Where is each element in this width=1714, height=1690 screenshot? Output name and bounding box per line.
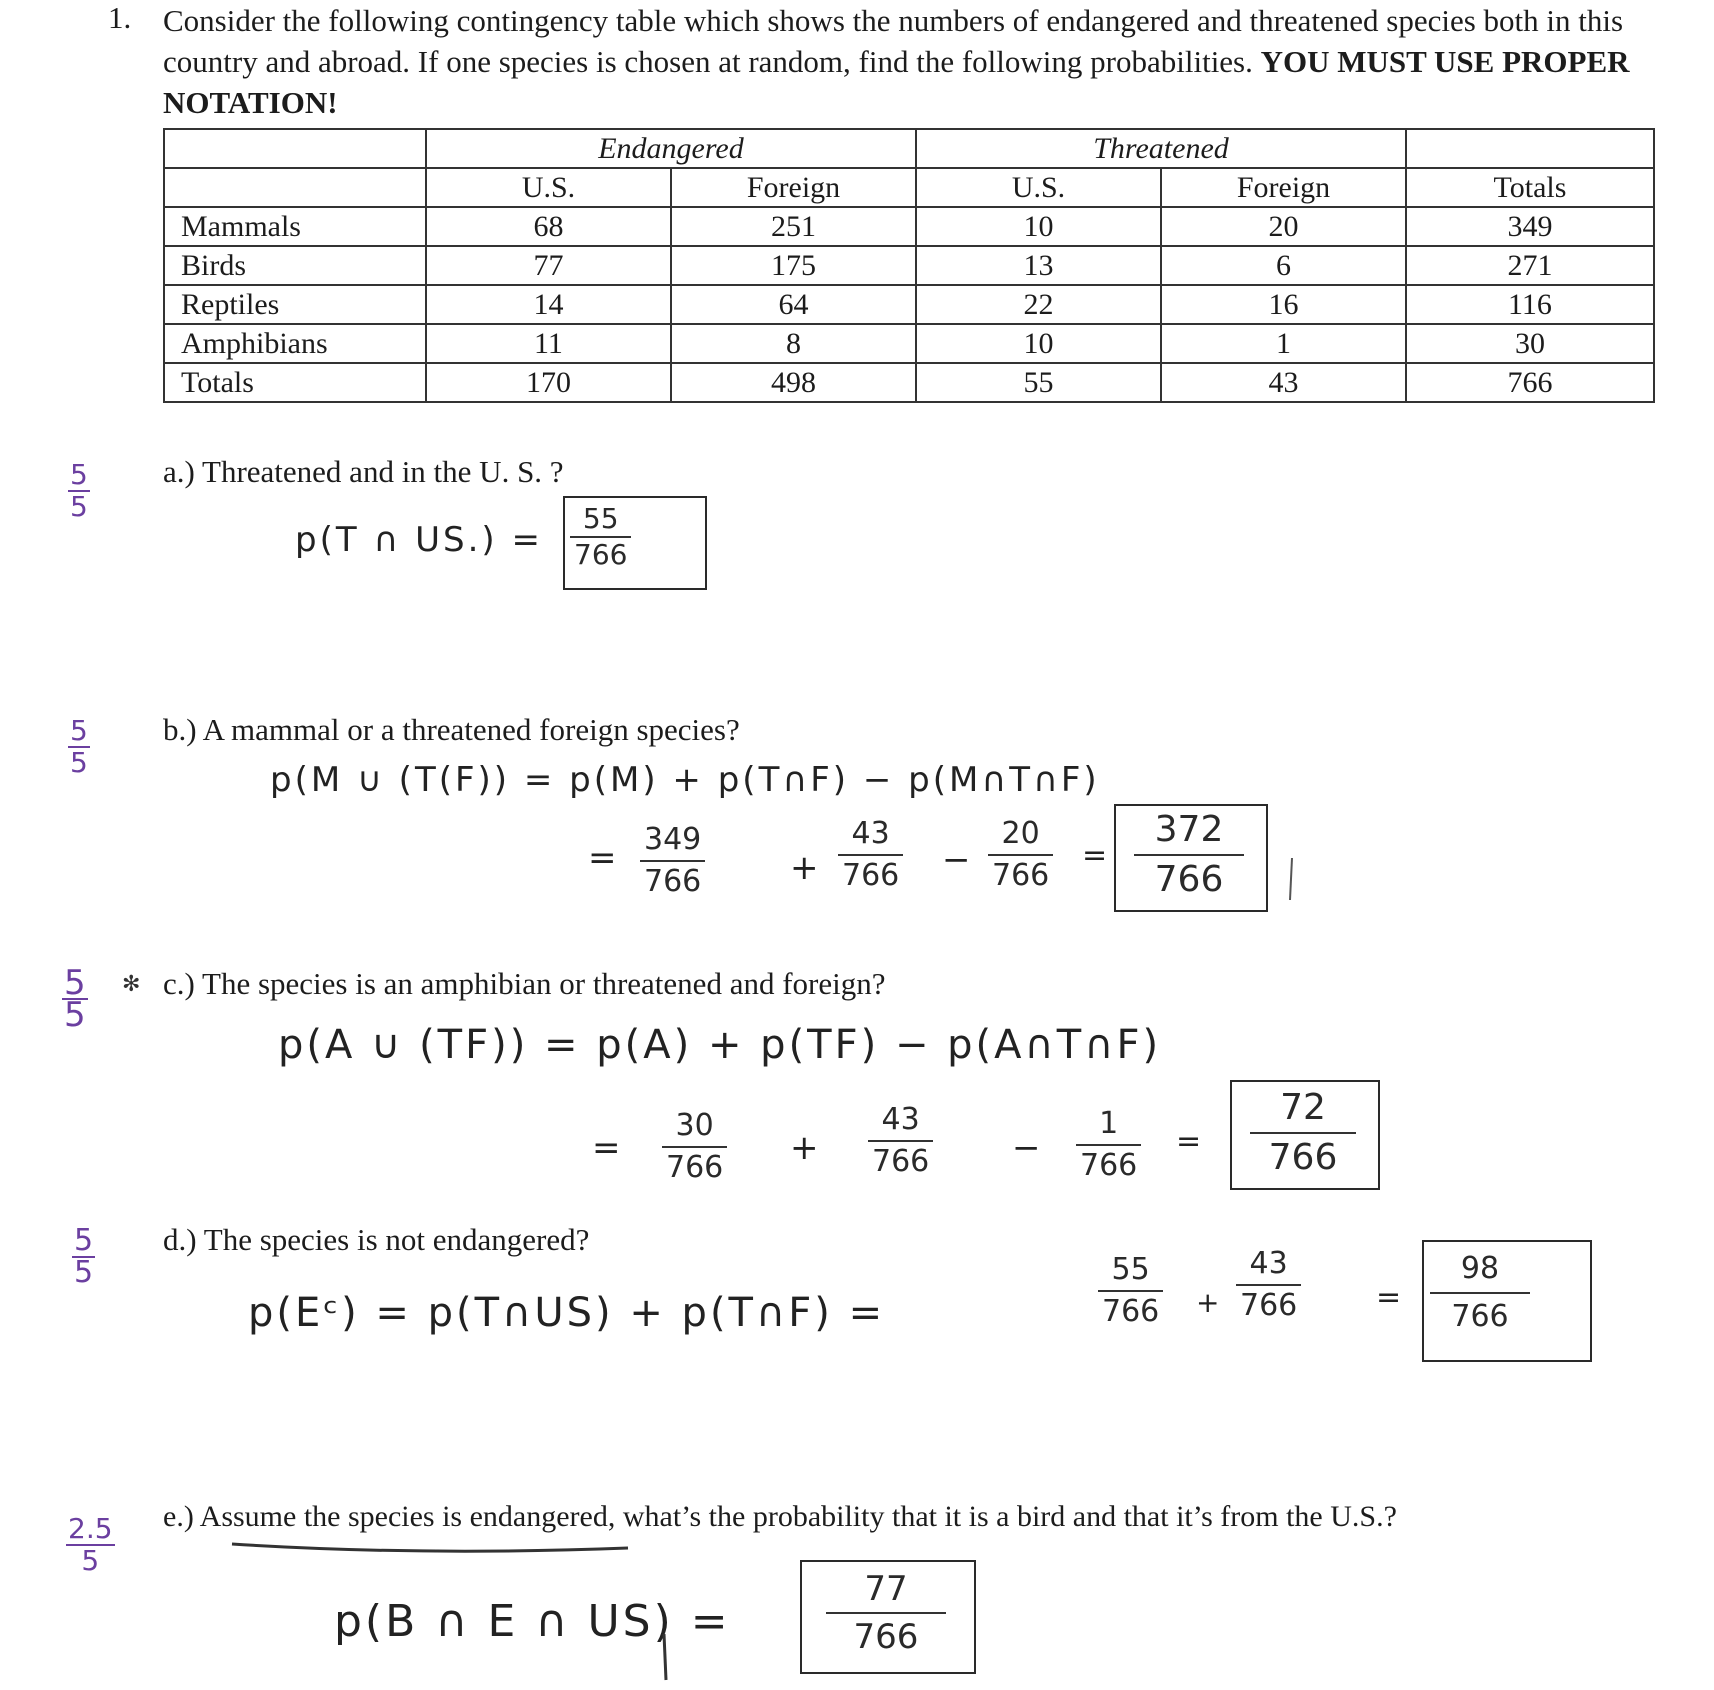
cell: 20 (1161, 207, 1406, 246)
score-a-num: 5 (70, 458, 88, 491)
term-d-0-den: 766 (1102, 1294, 1160, 1329)
term-c-0-den: 766 (666, 1150, 724, 1185)
op-c-3: = (1176, 1124, 1205, 1159)
work-c-line1: p(A ∪ (TF)) = p(A) + p(TF) − p(A∩T∩F) (278, 1022, 1162, 1068)
cell: 1 (1161, 324, 1406, 363)
term-d-1-den: 766 (1240, 1288, 1298, 1323)
answer-a-num: 55 (570, 502, 631, 538)
cell: 251 (671, 207, 916, 246)
term-b-1-den: 766 (842, 858, 900, 893)
score-b-den: 5 (70, 746, 88, 779)
op-b-3: = (1082, 838, 1111, 873)
answer-c-num: 72 (1250, 1084, 1356, 1134)
answer-a-den: 766 (574, 538, 628, 571)
score-d-den: 5 (74, 1255, 94, 1290)
cell: 16 (1161, 285, 1406, 324)
term-c-1-den: 766 (872, 1144, 930, 1179)
score-a-den: 5 (70, 490, 88, 523)
cell: 116 (1406, 285, 1654, 324)
score-b-num: 5 (70, 714, 88, 747)
score-e-den: 5 (81, 1544, 100, 1577)
question-c-label: c.) The species is an amphibian or threatened and foreign? (163, 966, 886, 1001)
op-c-2: − (1012, 1128, 1044, 1168)
cell: 10 (916, 324, 1161, 363)
term-c-2-den: 766 (1080, 1148, 1138, 1183)
work-a: p(T ∩ US.) = (295, 520, 543, 560)
cell: 43 (1161, 363, 1406, 402)
work-d-line1: p(Eᶜ) = p(T∩US) + p(T∩F) = (248, 1290, 886, 1336)
question-b-label: b.) A mammal or a threatened foreign species? (163, 712, 740, 747)
cell: 175 (671, 246, 916, 285)
row-label: Birds (164, 246, 426, 285)
op-c-0: = (592, 1128, 624, 1168)
term-b-1-num: 43 (838, 814, 903, 856)
cell: 498 (671, 363, 916, 402)
term-c-0-num: 30 (662, 1106, 727, 1148)
cell: 170 (426, 363, 671, 402)
underline-e (232, 1544, 628, 1551)
op-c-1: + (790, 1128, 822, 1168)
col-header-threatened-us: U.S. (916, 168, 1161, 207)
answer-d-num: 98 (1430, 1246, 1530, 1294)
cell: 271 (1406, 246, 1654, 285)
cell: 349 (1406, 207, 1654, 246)
cell: 30 (1406, 324, 1654, 363)
op-b-2: − (942, 840, 974, 880)
col-header-endangered-foreign: Foreign (671, 168, 916, 207)
term-d-1-num: 43 (1236, 1244, 1301, 1286)
question-e-label: e.) Assume the species is endangered, what’s the probability that it is a bird and that it’s from the U.S.? (163, 1500, 1397, 1533)
cell: 11 (426, 324, 671, 363)
answer-d-den: 766 (1451, 1299, 1509, 1334)
op-d-0: + (1196, 1286, 1223, 1319)
question-number: 1. (108, 0, 132, 35)
score-d-num: 5 (74, 1223, 94, 1258)
cell: 55 (916, 363, 1161, 402)
op-b-0: = (588, 838, 620, 878)
stroke-e (664, 1634, 666, 1680)
cell: 6 (1161, 246, 1406, 285)
cell: 22 (916, 285, 1161, 324)
cell: 10 (916, 207, 1161, 246)
group-header-endangered: Endangered (426, 129, 916, 168)
cell: 77 (426, 246, 671, 285)
intro-text: Consider the following contingency table which shows the numbers of endangered and threatened species both in this country and abroad. If one species is chosen at random, find the following probabilities. (163, 3, 1624, 79)
row-label: Reptiles (164, 285, 426, 324)
cell: 14 (426, 285, 671, 324)
question-a-label: a.) Threatened and in the U. S. ? (163, 454, 564, 489)
stroke-b (1290, 858, 1292, 900)
term-b-2-num: 20 (988, 814, 1053, 856)
col-header-endangered-us: U.S. (426, 168, 671, 207)
row-label: Mammals (164, 207, 426, 246)
score-e-num: 2.5 (68, 1512, 113, 1545)
cell: 766 (1406, 363, 1654, 402)
op-b-1: + (790, 848, 822, 888)
cell: 8 (671, 324, 916, 363)
intro-emphasis: YOU MUST USE PROPER NOTATION! (163, 44, 1630, 120)
term-c-1-num: 43 (868, 1100, 933, 1142)
term-b-0-num: 349 (640, 820, 705, 862)
term-c-2-num: 1 (1076, 1104, 1141, 1146)
work-e: p(B ∩ E ∩ US) = (334, 1596, 731, 1647)
score-c-num: 5 (64, 963, 86, 1003)
question-d-label: d.) The species is not endangered? (163, 1222, 590, 1257)
col-header-totals: Totals (1406, 168, 1654, 207)
score-c-den: 5 (64, 995, 86, 1035)
row-label: Amphibians (164, 324, 426, 363)
answer-e-num: 77 (826, 1566, 946, 1614)
term-b-0-den: 766 (644, 864, 702, 899)
answer-e-den: 766 (853, 1617, 919, 1657)
term-b-2-den: 766 (992, 858, 1050, 893)
cell: 68 (426, 207, 671, 246)
group-header-threatened: Threatened (916, 129, 1406, 168)
cell: 13 (916, 246, 1161, 285)
col-header-threatened-foreign: Foreign (1161, 168, 1406, 207)
answer-b-num: 372 (1134, 806, 1244, 856)
work-b-line1: p(M ∪ (T(F)) = p(M) + p(T∩F) − p(M∩T∩F) (270, 760, 1100, 800)
asterisk-mark: ✻ (122, 972, 141, 997)
op-d-1: = (1376, 1280, 1405, 1315)
term-d-0-num: 55 (1098, 1250, 1163, 1292)
answer-b-den: 766 (1154, 859, 1224, 900)
row-label: Totals (164, 363, 426, 402)
answer-c-den: 766 (1268, 1137, 1338, 1178)
cell: 64 (671, 285, 916, 324)
